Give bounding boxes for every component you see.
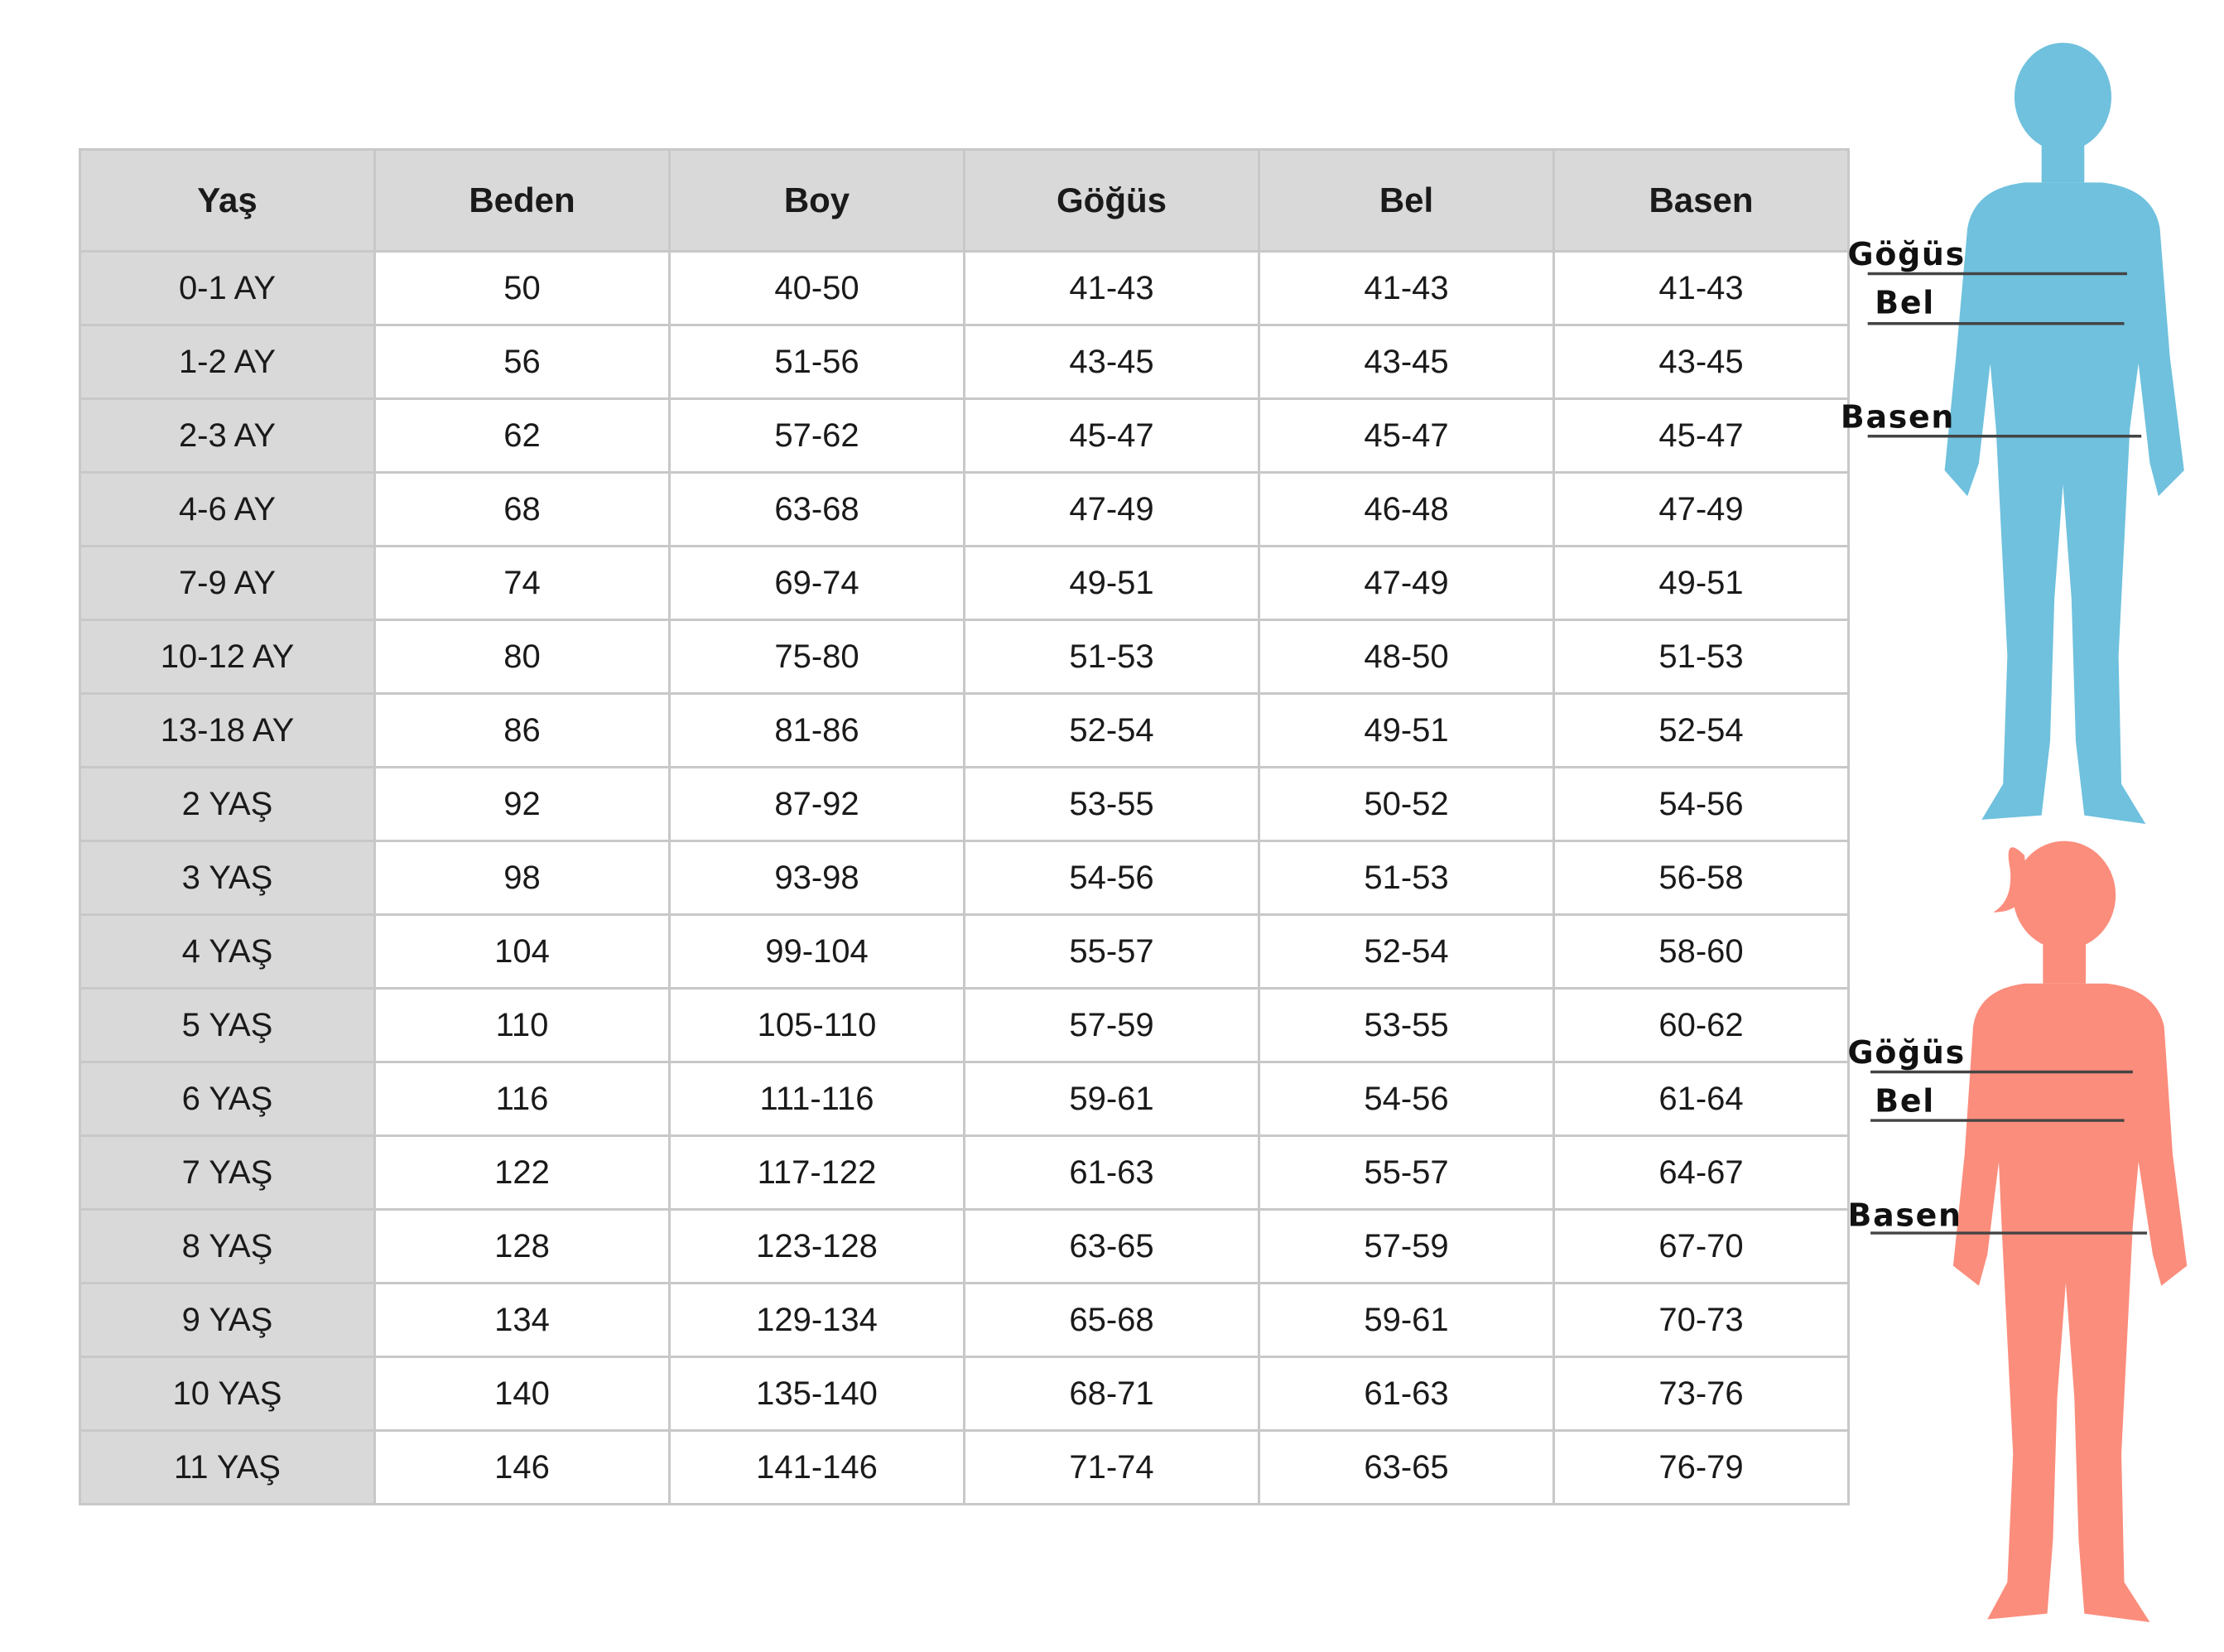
table-cell: 57-62 (670, 399, 965, 473)
table-cell: 51-56 (670, 325, 965, 399)
column-header: Yaş (80, 150, 375, 252)
table-cell: 56 (375, 325, 670, 399)
age-cell: 11 YAŞ (80, 1431, 375, 1505)
boy-label-hip: Basen (1840, 398, 1956, 436)
table-cell: 41-43 (965, 252, 1259, 325)
table-cell: 67-70 (1554, 1210, 1849, 1284)
table-cell: 54-56 (1554, 768, 1849, 841)
table-cell: 52-54 (965, 694, 1259, 768)
age-cell: 5 YAŞ (80, 989, 375, 1062)
table-cell: 47-49 (1554, 473, 1849, 547)
table-cell: 68 (375, 473, 670, 547)
table-row (80, 620, 1849, 694)
girl-label-waist: Bel (1875, 1082, 1935, 1120)
table-cell: 54-56 (1259, 1062, 1554, 1136)
girl-label-hip: Basen (1847, 1197, 1962, 1234)
table-row (80, 1136, 1849, 1210)
table-cell: 117-122 (670, 1136, 965, 1210)
table-cell: 61-63 (965, 1136, 1259, 1210)
table-row (80, 325, 1849, 399)
table-row (80, 1357, 1849, 1431)
table-cell: 47-49 (965, 473, 1259, 547)
age-cell: 10-12 AY (80, 620, 375, 694)
table-cell: 58-60 (1554, 915, 1849, 989)
table-cell: 53-55 (1259, 989, 1554, 1062)
table-cell: 57-59 (1259, 1210, 1554, 1284)
size-chart-table (79, 148, 1850, 1505)
age-cell: 3 YAŞ (80, 841, 375, 915)
table-cell: 49-51 (1554, 547, 1849, 620)
table-row (80, 694, 1849, 768)
age-cell: 13-18 AY (80, 694, 375, 768)
age-cell: 1-2 AY (80, 325, 375, 399)
table-row (80, 1210, 1849, 1284)
table-cell: 140 (375, 1357, 670, 1431)
table-cell: 122 (375, 1136, 670, 1210)
age-cell: 10 YAŞ (80, 1357, 375, 1431)
table-cell: 98 (375, 841, 670, 915)
table-cell: 49-51 (1259, 694, 1554, 768)
table-row (80, 989, 1849, 1062)
table-cell: 69-74 (670, 547, 965, 620)
table-row (80, 1284, 1849, 1357)
table-cell: 81-86 (670, 694, 965, 768)
table-cell: 68-71 (965, 1357, 1259, 1431)
table-cell: 49-51 (965, 547, 1259, 620)
column-header: Göğüs (965, 150, 1259, 252)
table-cell: 55-57 (1259, 1136, 1554, 1210)
table-cell: 116 (375, 1062, 670, 1136)
table-cell: 62 (375, 399, 670, 473)
age-cell: 4 YAŞ (80, 915, 375, 989)
column-header: Beden (375, 150, 670, 252)
table-cell: 146 (375, 1431, 670, 1505)
table-cell: 57-59 (965, 989, 1259, 1062)
table-cell: 123-128 (670, 1210, 965, 1284)
table-cell: 55-57 (965, 915, 1259, 989)
table-cell: 63-68 (670, 473, 965, 547)
table-cell: 50 (375, 252, 670, 325)
table-cell: 76-79 (1554, 1431, 1849, 1505)
table-row (80, 399, 1849, 473)
age-cell: 7-9 AY (80, 547, 375, 620)
table-cell: 134 (375, 1284, 670, 1357)
table-cell: 43-45 (1259, 325, 1554, 399)
table-cell: 61-64 (1554, 1062, 1849, 1136)
table-cell: 59-61 (1259, 1284, 1554, 1357)
age-cell: 2-3 AY (80, 399, 375, 473)
boy-label-waist: Bel (1875, 284, 1935, 321)
age-cell: 8 YAŞ (80, 1210, 375, 1284)
table-cell: 110 (375, 989, 670, 1062)
table-cell: 93-98 (670, 841, 965, 915)
table-row (80, 473, 1849, 547)
table-row (80, 252, 1849, 325)
table-row (80, 841, 1849, 915)
table-cell: 52-54 (1259, 915, 1554, 989)
table-cell: 70-73 (1554, 1284, 1849, 1357)
table-cell: 56-58 (1554, 841, 1849, 915)
table-cell: 99-104 (670, 915, 965, 989)
table-cell: 46-48 (1259, 473, 1554, 547)
table-cell: 60-62 (1554, 989, 1849, 1062)
table-cell: 87-92 (670, 768, 965, 841)
table-cell: 63-65 (1259, 1431, 1554, 1505)
table-cell: 51-53 (1554, 620, 1849, 694)
girl-label-chest: Göğüs (1847, 1034, 1966, 1072)
table-cell: 51-53 (965, 620, 1259, 694)
table-row (80, 1431, 1849, 1505)
table-cell: 75-80 (670, 620, 965, 694)
table-cell: 48-50 (1259, 620, 1554, 694)
table-cell: 52-54 (1554, 694, 1849, 768)
table-cell: 43-45 (965, 325, 1259, 399)
table-cell: 71-74 (965, 1431, 1259, 1505)
table-header-row (80, 150, 1849, 252)
table-row (80, 547, 1849, 620)
boy-silhouette (1945, 43, 2184, 824)
column-header: Boy (670, 150, 965, 252)
table-cell: 53-55 (965, 768, 1259, 841)
table-cell: 73-76 (1554, 1357, 1849, 1431)
table-cell: 111-116 (670, 1062, 965, 1136)
table-cell: 45-47 (1554, 399, 1849, 473)
table-cell: 74 (375, 547, 670, 620)
age-cell: 6 YAŞ (80, 1062, 375, 1136)
table-cell: 41-43 (1554, 252, 1849, 325)
table-cell: 104 (375, 915, 670, 989)
boy-label-chest: Göğüs (1847, 236, 1966, 273)
table-cell: 80 (375, 620, 670, 694)
table-row (80, 915, 1849, 989)
table-cell: 135-140 (670, 1357, 965, 1431)
table-row (80, 768, 1849, 841)
table-cell: 45-47 (965, 399, 1259, 473)
table-cell: 41-43 (1259, 252, 1554, 325)
table-cell: 50-52 (1259, 768, 1554, 841)
column-header: Basen (1554, 150, 1849, 252)
table-cell: 40-50 (670, 252, 965, 325)
table-cell: 141-146 (670, 1431, 965, 1505)
age-cell: 0-1 AY (80, 252, 375, 325)
table-cell: 105-110 (670, 989, 965, 1062)
column-header: Bel (1259, 150, 1554, 252)
table-cell: 59-61 (965, 1062, 1259, 1136)
body-measurement-figures (1825, 0, 2224, 1648)
table-cell: 54-56 (965, 841, 1259, 915)
age-cell: 7 YAŞ (80, 1136, 375, 1210)
table-cell: 128 (375, 1210, 670, 1284)
table-cell: 64-67 (1554, 1136, 1849, 1210)
table-cell: 45-47 (1259, 399, 1554, 473)
age-cell: 4-6 AY (80, 473, 375, 547)
table-cell: 63-65 (965, 1210, 1259, 1284)
table-cell: 43-45 (1554, 325, 1849, 399)
table-cell: 86 (375, 694, 670, 768)
table-cell: 92 (375, 768, 670, 841)
table-cell: 129-134 (670, 1284, 965, 1357)
table-cell: 47-49 (1259, 547, 1554, 620)
table-row (80, 1062, 1849, 1136)
table-cell: 61-63 (1259, 1357, 1554, 1431)
table-cell: 51-53 (1259, 841, 1554, 915)
age-cell: 2 YAŞ (80, 768, 375, 841)
age-cell: 9 YAŞ (80, 1284, 375, 1357)
table-cell: 65-68 (965, 1284, 1259, 1357)
